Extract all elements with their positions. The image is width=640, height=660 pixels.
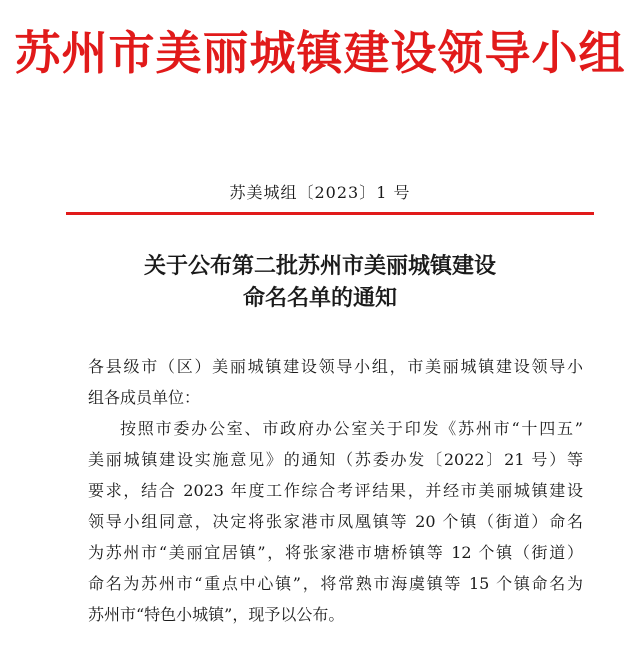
paragraph-line: 领导小组同意，决定将张家港市凤凰镇等 20 个镇（街道）命名 — [88, 512, 583, 531]
salutation-line: 组各成员单位： — [88, 388, 201, 407]
notice-title-line-2: 命名名单的通知 — [242, 286, 397, 311]
salutation-line: 各县级市（区）美丽城镇建设领导小组，市美丽城镇建设领导小 — [88, 357, 583, 376]
red-divider-line — [66, 212, 594, 215]
paragraph-line: 为苏州市“美丽宜居镇”，将张家港市塘桥镇等 12 个镇（街道） — [88, 543, 583, 562]
notice-title — [0, 251, 640, 315]
paragraph-line: 命名为苏州市“重点中心镇”，将常熟市海虞镇等 15 个镇命名为 — [88, 574, 583, 593]
paragraph-line: 苏州市“特色小城镇”，现予以公布。 — [88, 605, 345, 624]
document-number: 苏美城组〔2023〕1 号 — [229, 183, 411, 202]
notice-body — [88, 351, 583, 630]
notice-title-line-1: 关于公布第二批苏州市美丽城镇建设 — [143, 254, 496, 279]
paragraph-line: 按照市委办公室、市政府办公室关于印发《苏州市“十四五” — [120, 419, 583, 438]
paragraph-line: 要求，结合 2023 年度工作综合考评结果，并经市美丽城镇建设 — [88, 481, 583, 500]
paragraph-line: 美丽城镇建设实施意见》的通知（苏委办发〔2022〕21 号）等 — [88, 450, 583, 469]
org-title-header: 苏州市美丽城镇建设领导小组 — [14, 26, 626, 80]
